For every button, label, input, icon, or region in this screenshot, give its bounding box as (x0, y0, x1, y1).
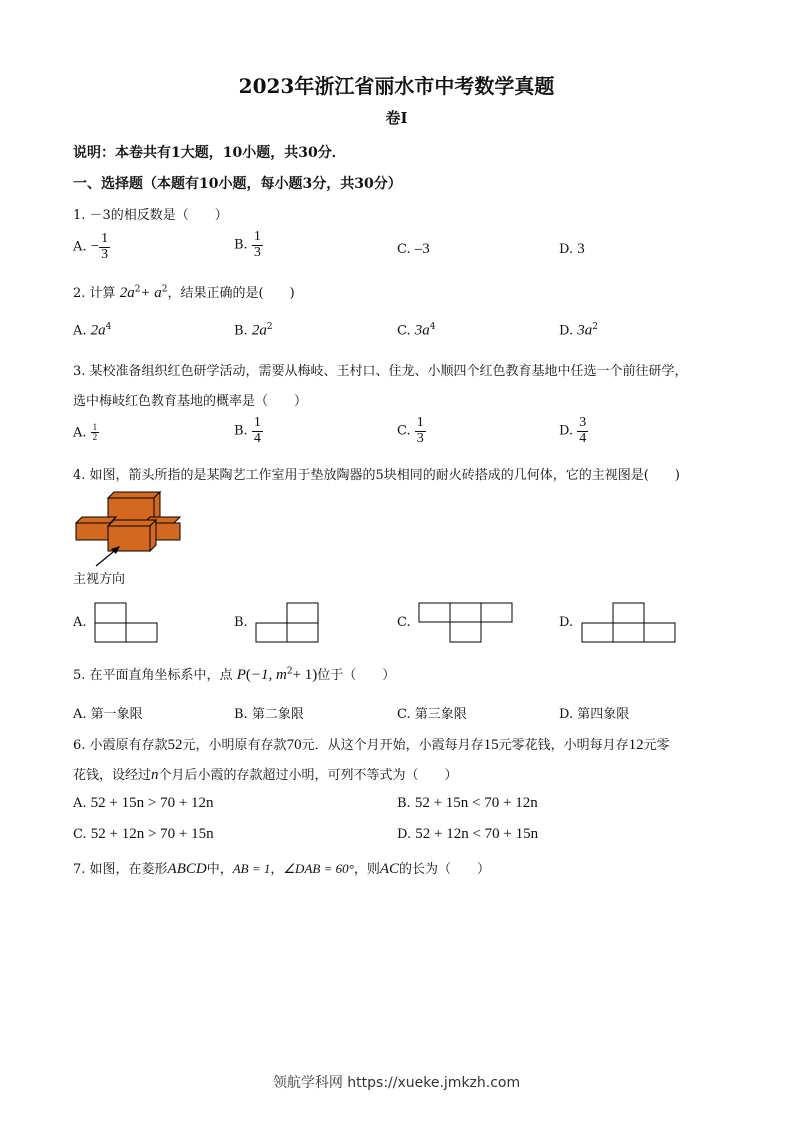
stem-text: ，则 (353, 862, 380, 877)
q5-option-b: B. 第二象限 (234, 707, 304, 722)
q4-option-a-letter: A. (73, 615, 87, 630)
option-letter: C. (397, 323, 411, 339)
option-letter: D. (559, 423, 574, 439)
q6-option-c (73, 826, 214, 843)
brick-group (76, 492, 180, 551)
footer-watermark: 领航学科网 https://xueke.jmkzh.com (272, 1075, 521, 1091)
view-cell (95, 623, 126, 642)
option-letter: D. (559, 323, 574, 339)
view-cell (613, 603, 644, 623)
math-term: 3a (577, 322, 593, 339)
view-cell (450, 603, 481, 622)
view-cell (126, 623, 157, 642)
math-term: 2a (251, 322, 267, 339)
view-cell (287, 603, 318, 623)
numerator: 3 (579, 415, 587, 430)
math-term: + a (140, 285, 162, 301)
view-cell (419, 603, 450, 622)
question-3-line-1: 3. 某校准备组织红色研学活动，需要从梅岐、王村口、住龙、小顺四个红色教育基地中任选一个前往研学， (73, 364, 688, 379)
math-term: 2a (90, 322, 106, 339)
q6-option-b (397, 795, 538, 812)
q4-option-d-letter: D. (559, 615, 574, 630)
denominator: 3 (253, 244, 261, 260)
bricks-figure (70, 490, 190, 570)
q1-option-a (73, 232, 110, 262)
brick-top-face (108, 492, 160, 498)
stem-text: 2. 计算 (73, 286, 116, 301)
option-letter: B. (234, 323, 248, 339)
q4-option-c-figure (418, 602, 514, 644)
view-cell (256, 623, 287, 642)
inequality: 52 + 12n < 70 + 15n (415, 826, 539, 842)
q2-option-b (234, 322, 273, 339)
option-letter: B. (234, 423, 248, 439)
exponent: 4 (105, 322, 112, 332)
option-letter: B. (234, 237, 248, 253)
option-letter: D. (559, 242, 574, 257)
brick-center-side (150, 520, 156, 551)
q6-option-a (73, 795, 214, 812)
stem-text: 的长为（ ） (399, 862, 491, 877)
point-label: P (236, 667, 246, 683)
shape-label: ABCD (167, 861, 207, 877)
view-cell (287, 623, 318, 642)
numerator: 1 (253, 229, 261, 244)
denominator: 3 (101, 246, 109, 262)
view-cell (481, 603, 512, 622)
q4-option-c-letter: C. (397, 615, 411, 630)
view-cell (644, 623, 675, 642)
question-6-line-1 (73, 734, 670, 754)
stem-text: 元零花钱，小明每月存 (498, 738, 629, 753)
q1-option-b (234, 230, 263, 260)
segment-label: AC (379, 861, 399, 877)
q4-option-b-letter: B. (234, 615, 248, 630)
fraction (577, 416, 588, 446)
stem-text: 位于（ ） (317, 668, 396, 683)
question-7-stem (73, 858, 490, 878)
option-letter: C. (397, 242, 411, 257)
page-subtitle: 卷I (385, 109, 408, 127)
denominator: 4 (579, 430, 587, 446)
amount: 12 (628, 737, 644, 753)
stem-text: 花钱，设经过 (73, 768, 152, 783)
stem-text: 元，小明原有存款 (182, 738, 287, 753)
option-letter: C. (397, 423, 411, 439)
q6-option-d (397, 826, 538, 843)
question-5-stem: 5. 在平面直角坐标系中，点 P(−1, $m^2+ 1$)位于（ ） (73, 666, 396, 683)
amount: 52 (167, 737, 183, 753)
option-letter: A. (73, 323, 87, 339)
option-letter: A. (73, 425, 87, 441)
condition: AB = 1 (232, 861, 271, 876)
math-term: 2a (119, 285, 135, 301)
q1-option-c (397, 241, 430, 258)
amount: 15 (483, 737, 499, 753)
instructions: 说明：本卷共有1大题，10小题，共30分． (73, 145, 346, 161)
stem-text: ， (270, 862, 284, 877)
numerator: 1 (92, 422, 98, 432)
view-cell (582, 623, 613, 642)
exponent: 2 (134, 284, 141, 295)
view-cell (95, 603, 126, 623)
coordinate-expr: −1, m (250, 667, 287, 683)
brick-center-top (108, 520, 156, 526)
exponent: 2 (266, 322, 273, 332)
q4-option-d-figure (581, 602, 677, 644)
brick-center-front (108, 526, 150, 551)
q4-option-b-figure (255, 602, 321, 644)
denominator: 2 (92, 432, 98, 443)
fraction (415, 416, 426, 446)
option-letter: A. (73, 239, 87, 255)
view-cell (450, 622, 481, 642)
option-letter: A. (73, 796, 87, 811)
stem-text: 元零 (643, 738, 670, 753)
option-value: 3 (577, 241, 585, 257)
page-title: 2023年浙江省丽水市中考数学真题 (238, 74, 555, 98)
amount: 70 (286, 737, 302, 753)
stem-text: 5. 在平面直角坐标系中，点 (73, 668, 233, 683)
exponent: 2 (161, 284, 168, 295)
condition: ∠DAB = 60° (283, 861, 354, 876)
stem-text: 6. 小霞原有存款 (73, 738, 168, 753)
option-letter: D. (397, 827, 412, 842)
exponent: 2 (592, 322, 598, 332)
variable: n (151, 767, 159, 783)
exponent: 4 (429, 322, 436, 332)
q2-option-d (559, 322, 598, 339)
question-1-stem: 1. －3的相反数是（ ） (73, 208, 228, 223)
option-value: –3 (414, 241, 430, 257)
q3-option-c (397, 416, 426, 446)
stem-text: 元．从这个月开始，小霞每月存 (301, 738, 484, 753)
numerator: 1 (101, 231, 109, 246)
inequality: 52 + 15n < 70 + 12n (414, 795, 538, 811)
view-cell (613, 623, 644, 642)
exponent: 2 (286, 666, 293, 677)
q3-option-a (73, 423, 99, 443)
stem-text: 7. 如图，在菱形 (73, 862, 168, 877)
section-title: 一、选择题（本题有10小题，每小题3分，共30分） (73, 176, 402, 192)
fraction (99, 232, 110, 262)
stem-text: ，结果正确的是( ) (167, 286, 295, 301)
q2-option-c (397, 322, 436, 339)
brick-left-top (76, 517, 116, 523)
fraction (91, 423, 100, 443)
q3-option-b (234, 416, 263, 446)
view-direction-caption: 主视方向 (73, 572, 126, 587)
option-letter: C. (73, 827, 87, 842)
question-3-line-2: 选中梅岐红色教育基地的概率是（ ） (73, 394, 308, 409)
stem-text: 中， (206, 862, 233, 877)
q5-option-d: D. 第四象限 (559, 707, 630, 722)
question-6-line-2 (73, 764, 458, 784)
inequality: 52 + 15n > 70 + 12n (90, 795, 214, 811)
inequality: 52 + 12n > 70 + 15n (90, 826, 214, 842)
fraction (252, 416, 263, 446)
math-term: 3a (414, 322, 430, 339)
q2-option-a (73, 322, 111, 339)
q5-option-c: C. 第三象限 (397, 707, 467, 722)
q5-option-a: A. 第一象限 (73, 707, 143, 722)
coordinate-expr: + 1 (292, 667, 313, 683)
q4-option-a-figure (94, 602, 160, 644)
stem-text: 个月后小霞的存款超过小明，可列不等式为（ ） (158, 768, 458, 783)
numerator: 1 (416, 415, 424, 430)
option-letter: B. (397, 796, 411, 811)
minus-sign: − (90, 238, 100, 255)
numerator: 1 (253, 415, 261, 430)
denominator: 4 (253, 430, 261, 446)
question-4-stem: 4. 如图，箭头所指的是某陶艺工作室用于垫放陶器的5块相同的耐火砖搭成的几何体，它的主视图是( ) (73, 468, 680, 483)
q3-option-d (559, 416, 588, 446)
question-2-stem (73, 282, 295, 302)
q1-option-d (559, 241, 585, 258)
fraction (252, 230, 263, 260)
denominator: 3 (416, 430, 424, 446)
